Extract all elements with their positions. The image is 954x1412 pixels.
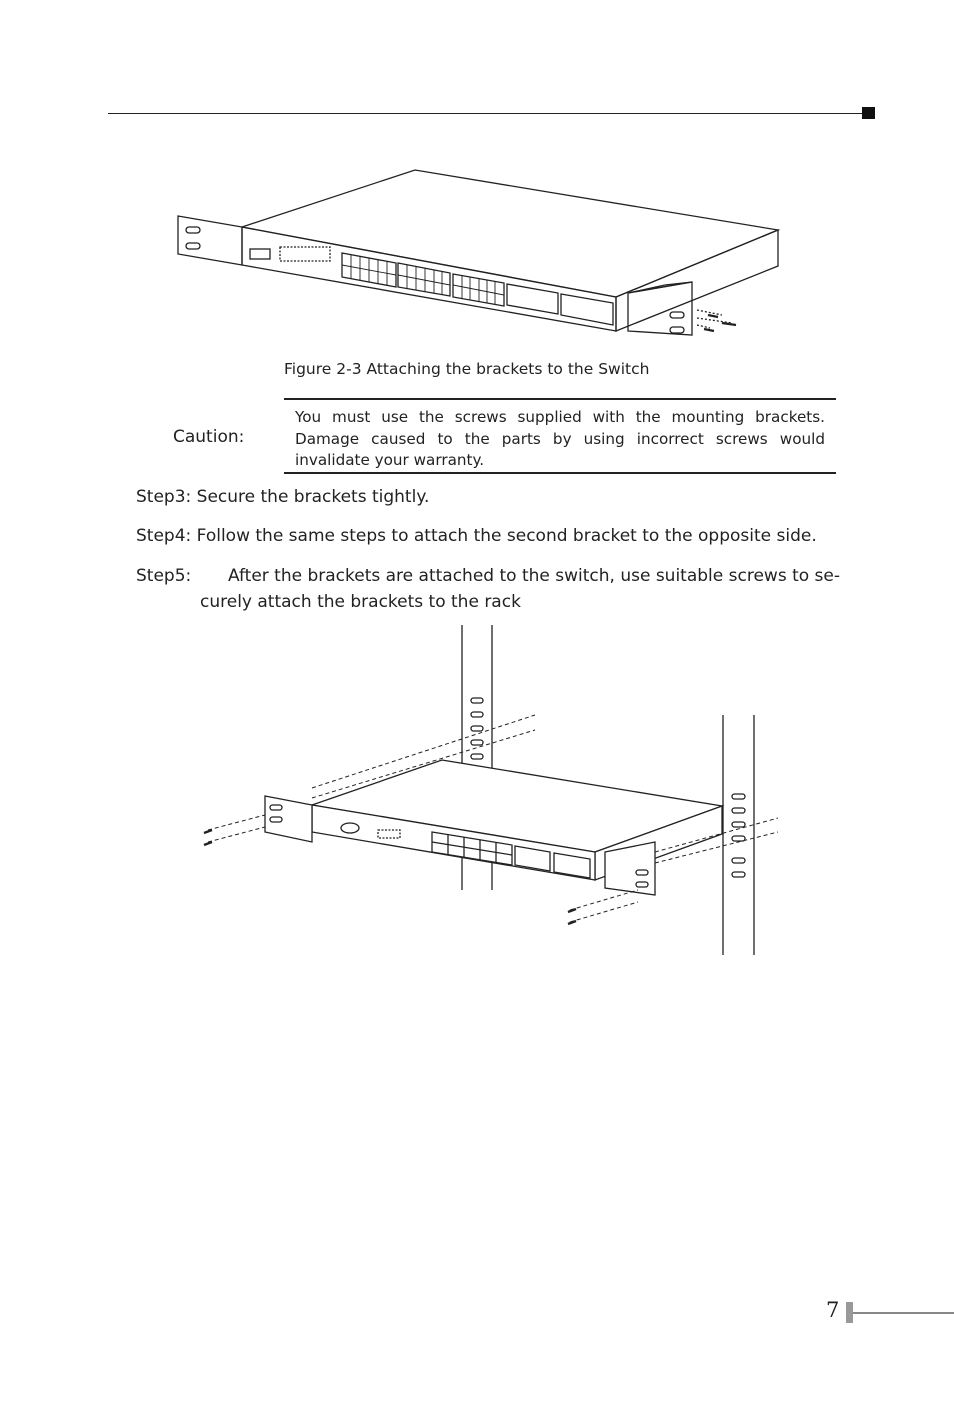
rack-mount-illustration bbox=[190, 620, 790, 965]
step4-text: Step4: Follow the same steps to attach the second bracket to the opposite side. bbox=[136, 526, 817, 546]
footer-rule bbox=[853, 1312, 954, 1314]
page-number: 7 bbox=[826, 1298, 840, 1322]
header-rule bbox=[108, 113, 864, 114]
square-marker-icon bbox=[862, 107, 875, 119]
page-tab-icon bbox=[846, 1302, 853, 1323]
caution-box bbox=[284, 398, 836, 474]
step5-paragraph bbox=[136, 563, 840, 615]
switch-bracket-illustration bbox=[170, 165, 790, 355]
step5-line2: curely attach the brackets to the rack bbox=[200, 592, 521, 612]
caution-text: You must use the screws supplied with the mounting brackets. Damage caused to the parts by using incorrect screws would invalidate your warranty. bbox=[295, 408, 825, 469]
figure-caption: Figure 2-3 Attaching the brackets to the Switch bbox=[284, 360, 650, 378]
step5-label: Step5: bbox=[136, 566, 192, 586]
step5-line1: After the brackets are attached to the switch, use suitable screws to se- bbox=[227, 566, 840, 586]
step3-text: Step3: Secure the brackets tightly. bbox=[136, 487, 430, 507]
caution-label: Caution: bbox=[173, 427, 245, 447]
